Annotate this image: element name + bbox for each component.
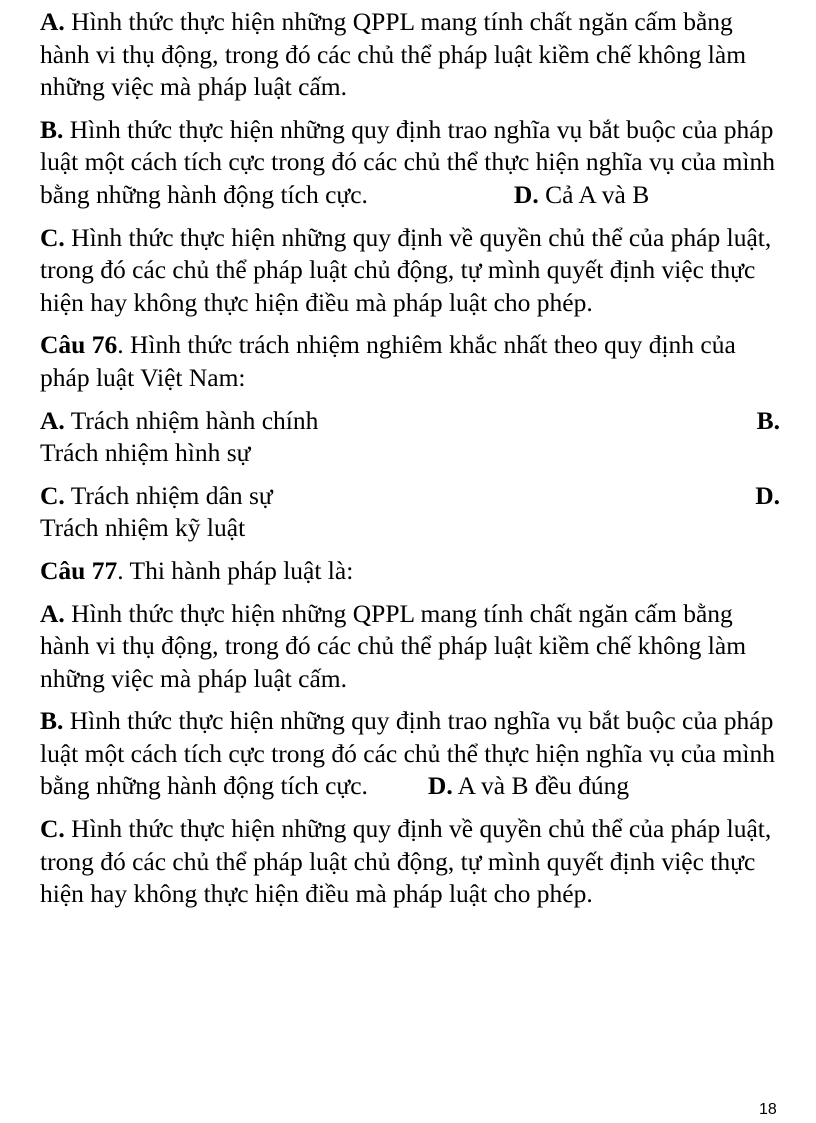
option-label: A. — [40, 7, 65, 36]
option-label: A. — [40, 598, 65, 628]
option-label: B. — [756, 405, 780, 435]
option-label: D. — [427, 771, 453, 801]
question-76 — [40, 329, 780, 394]
option-text: Hình thức thực hiện những quy định về quyền chủ thể của pháp luật, trong đó các chủ thể pháp luật chủ động, tự mình quyết định việc thực hiện hay không thực hiện điều mà pháp luật cho phép. — [40, 814, 772, 909]
option-d-text: A và B đều đúng — [457, 771, 630, 801]
option-b-block1 — [40, 114, 780, 212]
option-text: Hình thức thực hiện những QPPL mang tính chất ngăn cấm bằng hành vi thụ động, trong đó các chủ thể pháp luật kiềm chế không làm những việc mà pháp luật cấm. — [40, 598, 747, 693]
question-text: . Hình thức trách nhiệm nghiêm khắc nhất theo quy định của pháp luật Việt Nam: — [40, 330, 736, 392]
question-label: Câu 77 — [40, 555, 118, 585]
option-text: Hình thức thực hiện những quy định trao nghĩa vụ bắt buộc của pháp luật một cách tích cực trong đó các chủ thể thực hiện nghĩa vụ của mình bằng những hành động tích cực. — [40, 706, 776, 801]
option-c-block1 — [40, 222, 780, 320]
option-c-q77 — [40, 813, 780, 911]
question-label: Câu 76 — [40, 330, 118, 360]
option-text: Trách nhiệm dân sự — [70, 480, 273, 510]
option-text: Hình thức thực hiện những quy định trao nghĩa vụ bắt buộc của pháp luật một cách tích cực trong đó các chủ thể thực hiện nghĩa vụ của mình bằng những hành động tích cực. — [40, 114, 776, 209]
option-text: Hình thức thực hiện những QPPL mang tính chất ngăn cấm bằng hành vi thụ động, trong đó các chủ thể pháp luật kiềm chế không làm những việc mà pháp luật cấm. — [40, 7, 747, 102]
q76-options-cd — [40, 480, 780, 545]
option-label: A. — [40, 405, 65, 435]
option-label: D. — [755, 480, 780, 510]
option-label: C. — [40, 222, 65, 252]
option-d-text: Cả A và B — [545, 179, 650, 209]
question-77 — [40, 555, 780, 588]
page-number: 18 — [759, 1101, 777, 1118]
option-label: C. — [40, 480, 65, 510]
q76-options-ab — [40, 405, 780, 470]
option-text: Trách nhiệm hành chính — [70, 405, 319, 435]
document-page — [40, 6, 780, 921]
option-a-block1 — [40, 6, 780, 104]
option-a-q77 — [40, 598, 780, 696]
option-text: Trách nhiệm hình sự — [40, 438, 251, 468]
option-label: B. — [40, 114, 64, 144]
option-label: D. — [513, 179, 539, 209]
option-text: Hình thức thực hiện những quy định về quyền chủ thể của pháp luật, trong đó các chủ thể pháp luật chủ động, tự mình quyết định việc thực hiện hay không thực hiện điều mà pháp luật cho phép. — [40, 222, 772, 317]
option-label: C. — [40, 814, 65, 844]
option-b-q77 — [40, 705, 780, 803]
option-label: B. — [40, 706, 64, 736]
option-text: Trách nhiệm kỹ luật — [40, 513, 246, 543]
question-text: . Thi hành pháp luật là: — [117, 555, 354, 585]
